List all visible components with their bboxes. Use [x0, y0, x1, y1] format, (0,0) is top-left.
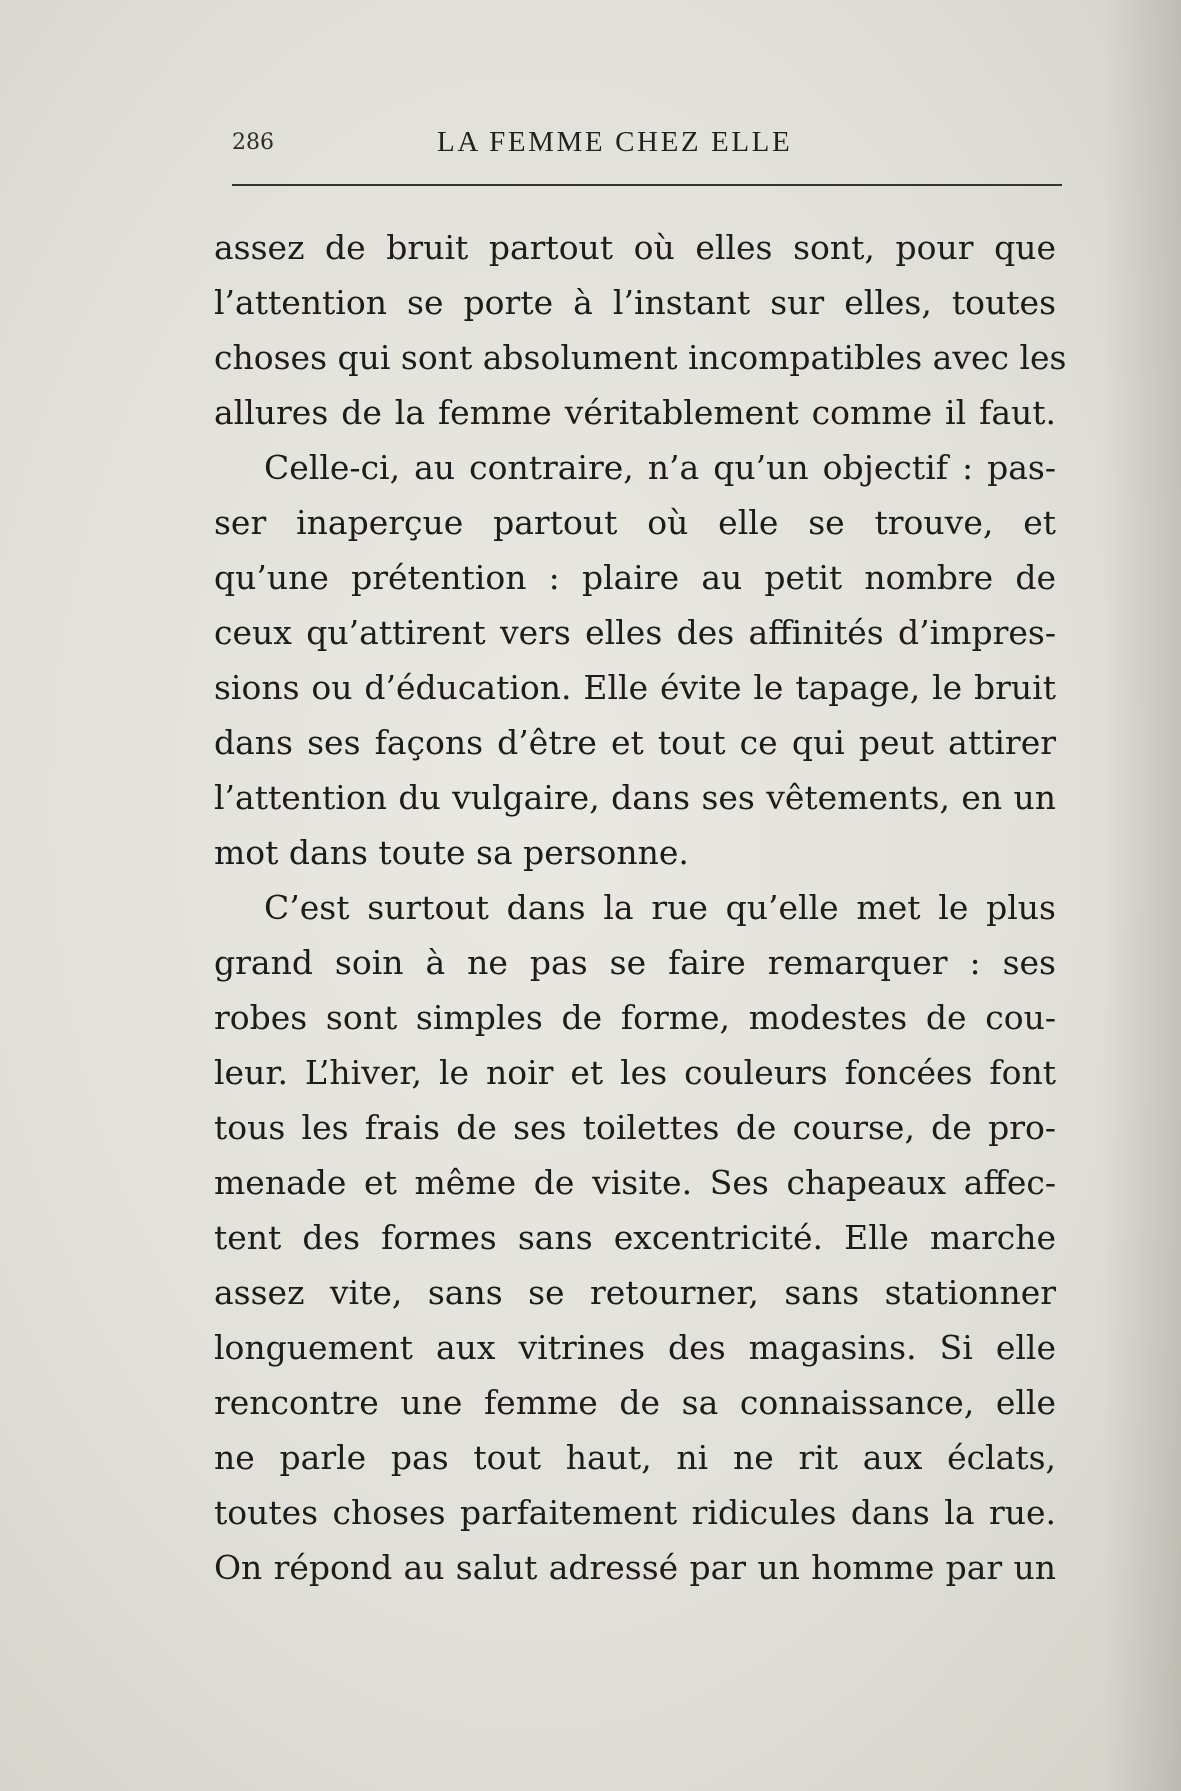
- text-line: toutes choses parfaitement ridicules dans la rue.: [214, 1493, 1056, 1532]
- text-line: dans ses façons d’être et tout ce qui peut attirer: [214, 723, 1056, 762]
- text-line: l’attention se porte à l’instant sur elles, toutes: [214, 283, 1056, 322]
- running-header: [232, 126, 1062, 166]
- text-line: tent des formes sans excentricité. Elle marche: [214, 1218, 1056, 1257]
- text-line: assez vite, sans se retourner, sans stationner: [214, 1273, 1056, 1312]
- body-text: [214, 220, 1067, 1595]
- text-line: allures de la femme véritablement comme il faut.: [214, 393, 1056, 432]
- text-line: robes sont simples de forme, modestes de cou-: [214, 998, 1056, 1037]
- text-line: grand soin à ne pas se faire remarquer : ses: [214, 943, 1056, 982]
- text-line: choses qui sont absolument incompatibles avec les: [214, 338, 1067, 377]
- paragraph-end-line: mot dans toute sa personne.: [214, 833, 689, 872]
- paragraph-start-line: Celle-ci, au contraire, n’a qu’un objectif : pas-: [264, 448, 1056, 487]
- running-title: LA FEMME CHEZ ELLE: [437, 126, 793, 158]
- text-line: assez de bruit partout où elles sont, pour que: [214, 228, 1056, 267]
- header-rule: [232, 184, 1062, 186]
- text-line: ser inaperçue partout où elle se trouve, et: [214, 503, 1056, 542]
- page-edge-shadow: [1101, 0, 1181, 1791]
- text-line: ne parle pas tout haut, ni ne rit aux éclats,: [214, 1438, 1056, 1477]
- text-line: On répond au salut adressé par un homme par un: [214, 1548, 1056, 1587]
- paragraph-start-line: C’est surtout dans la rue qu’elle met le plus: [264, 888, 1056, 927]
- text-line: sions ou d’éducation. Elle évite le tapage, le bruit: [214, 668, 1056, 707]
- text-line: menade et même de visite. Ses chapeaux affec-: [214, 1163, 1056, 1202]
- text-line: rencontre une femme de sa connaissance, elle: [214, 1383, 1056, 1422]
- text-line: ceux qu’attirent vers elles des affinités d’impres-: [214, 613, 1056, 652]
- text-line: longuement aux vitrines des magasins. Si elle: [214, 1328, 1056, 1367]
- text-line: l’attention du vulgaire, dans ses vêtements, en un: [214, 778, 1056, 817]
- text-line: tous les frais de ses toilettes de course, de pro-: [214, 1108, 1056, 1147]
- text-line: leur. L’hiver, le noir et les couleurs foncées font: [214, 1053, 1056, 1092]
- text-line: qu’une prétention : plaire au petit nombre de: [214, 558, 1056, 597]
- page-number: 286: [232, 130, 274, 155]
